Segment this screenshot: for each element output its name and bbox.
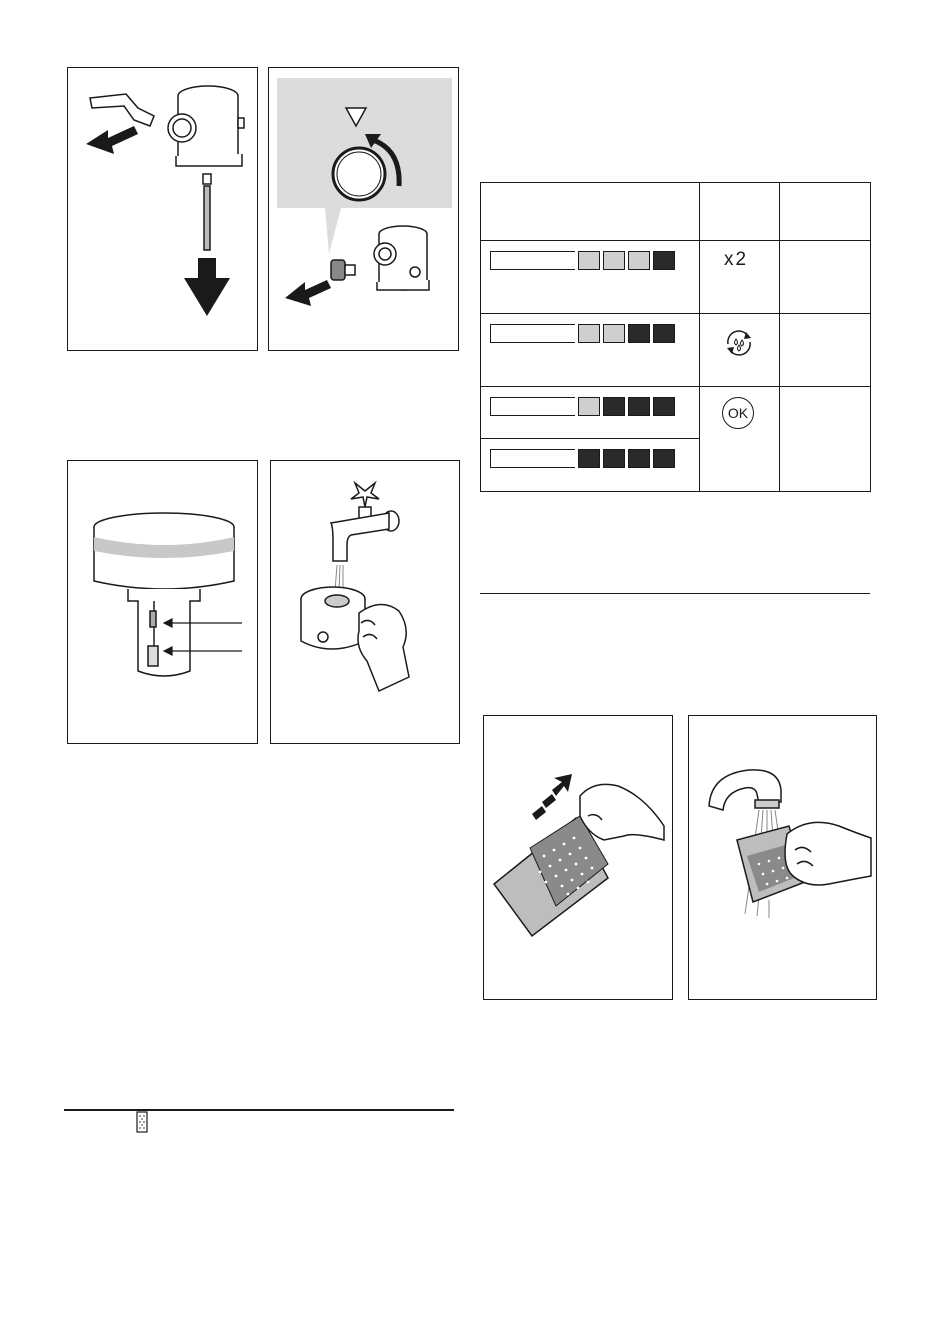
tube-icon	[203, 174, 211, 250]
figure-rinse-filter-pack	[688, 715, 877, 1000]
icon-cell	[700, 314, 780, 387]
figure-open-filter-pack	[483, 715, 673, 1000]
figure-rinse-unit	[270, 460, 460, 744]
figure-remove-spout-and-tube	[67, 67, 258, 351]
filter-cartridge-icon	[128, 589, 200, 676]
arrow-left-icon	[86, 126, 138, 154]
arrow-up-right-icon	[532, 774, 572, 820]
indicator-cell	[481, 439, 700, 492]
tap-icon	[709, 770, 781, 810]
ok-icon: OK	[722, 397, 754, 429]
indicator-cell	[481, 241, 700, 314]
hand-icon	[785, 822, 871, 885]
filter-pack-small-icon	[136, 1111, 148, 1133]
arrow-down-icon	[184, 258, 230, 316]
indicator-cell	[481, 314, 700, 387]
figure-unscrew-knob	[268, 67, 459, 351]
brewing-unit-small-icon	[374, 226, 429, 290]
knob-icon	[333, 148, 385, 200]
indicator-cell	[481, 387, 700, 439]
empty-cell	[780, 387, 871, 492]
small-knob-icon	[331, 260, 355, 280]
brewing-unit-icon	[168, 86, 244, 166]
hand-icon	[580, 784, 664, 840]
header-cell	[481, 183, 700, 241]
section-divider	[480, 593, 870, 594]
hardness-indicator	[490, 397, 686, 417]
empty-cell	[780, 314, 871, 387]
descale-drops-icon	[722, 326, 756, 360]
empty-cell	[780, 241, 871, 314]
icon-cell	[700, 387, 780, 492]
brewing-unit-icon	[301, 587, 365, 649]
filter-pack-icon	[494, 816, 608, 936]
water-tank-icon	[94, 513, 234, 589]
hand-icon	[358, 604, 409, 691]
icon-cell	[700, 241, 780, 314]
hardness-indicator	[490, 449, 686, 469]
times-two-icon: x2	[724, 249, 749, 270]
header-cell	[700, 183, 780, 241]
header-cell	[780, 183, 871, 241]
figure-water-tank-filter	[67, 460, 258, 744]
water-hardness-table	[480, 182, 871, 492]
section-divider	[64, 1109, 454, 1111]
arrow-left-icon	[285, 280, 331, 306]
tap-icon	[331, 483, 399, 561]
hardness-indicator	[490, 324, 686, 344]
hardness-indicator	[490, 251, 686, 271]
steam-wand-icon	[90, 94, 154, 126]
